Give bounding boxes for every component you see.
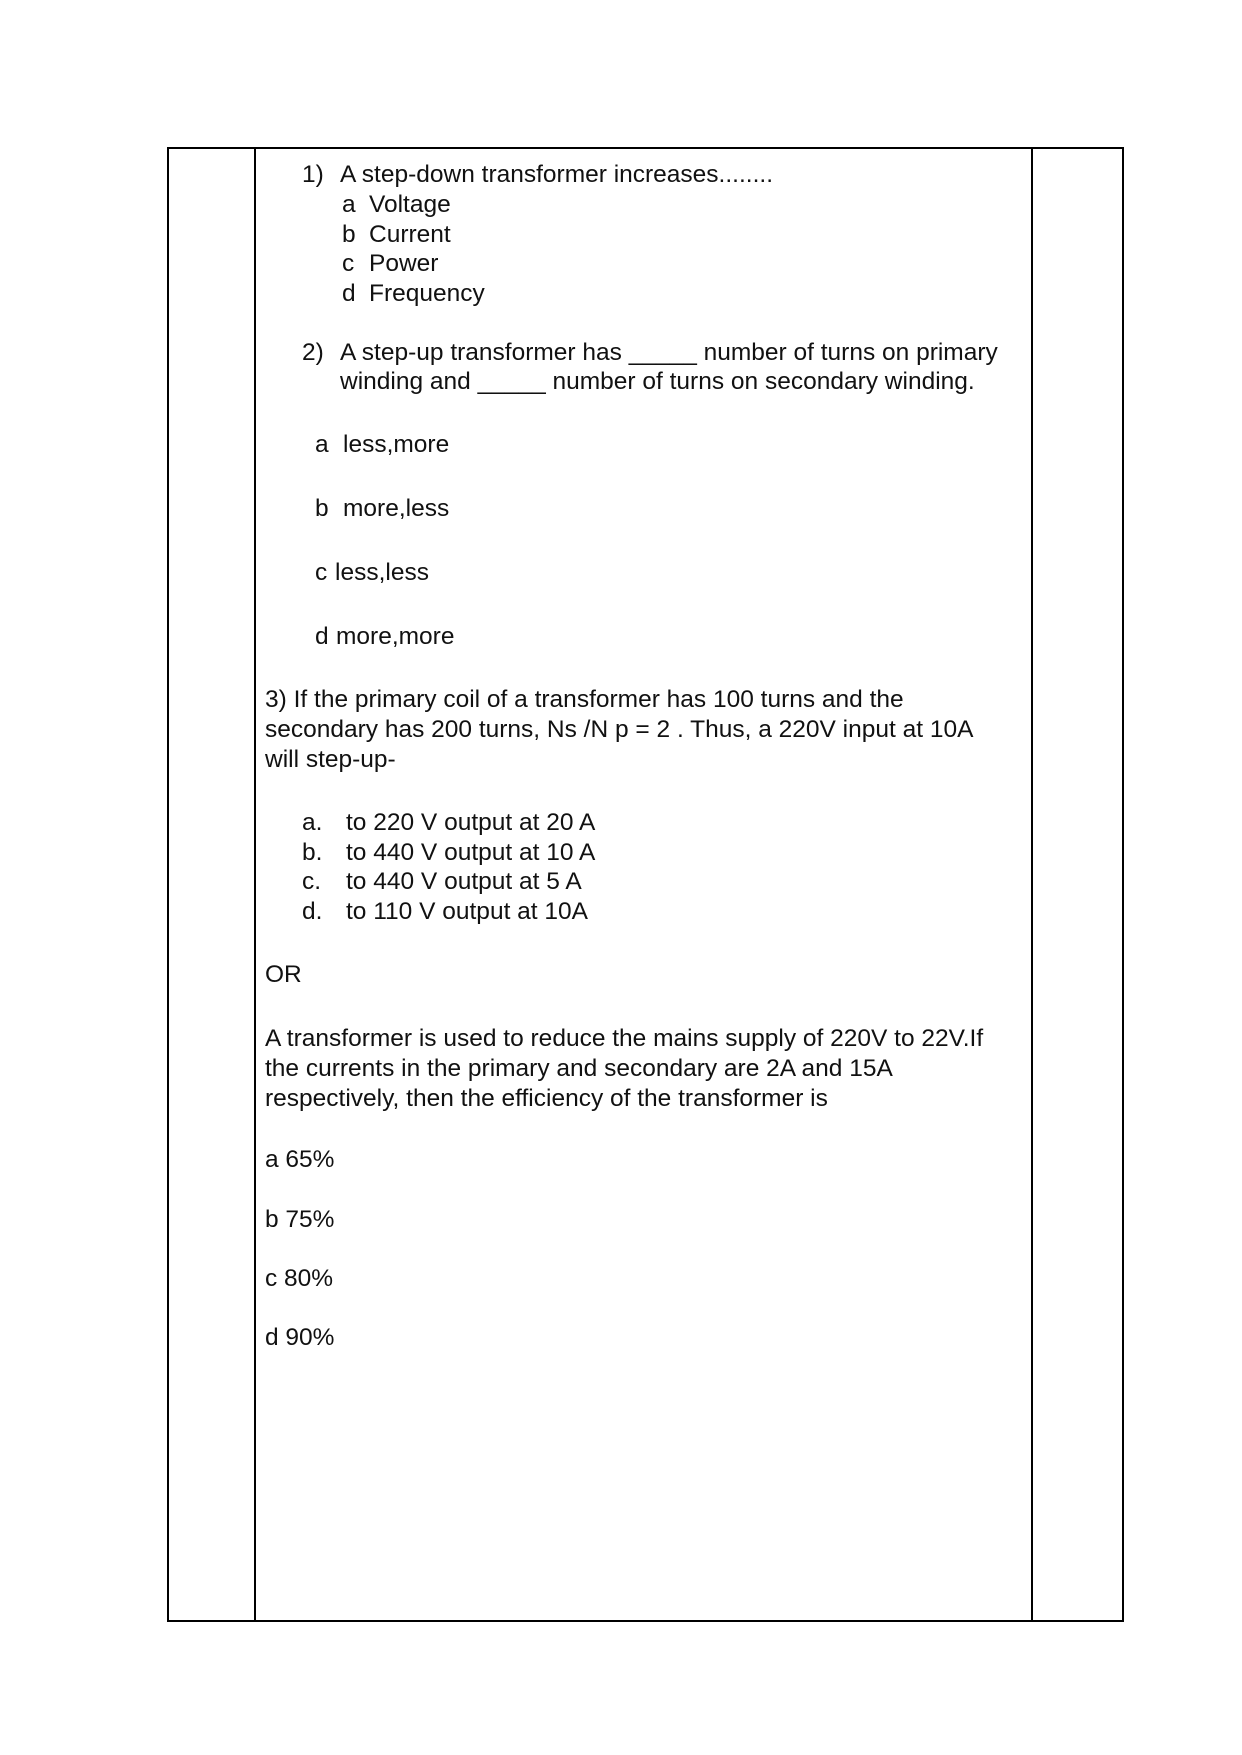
q2-option-d-letter: d: [315, 623, 329, 650]
q3-line1: 3) If the primary coil of a transformer has 100 turns and the: [265, 686, 904, 713]
q2-option-b: more,less: [343, 495, 450, 522]
q1-option-d: Frequency: [369, 280, 485, 307]
q1-option-a: Voltage: [369, 191, 451, 218]
q1-option-b-letter: b: [342, 221, 356, 248]
q3-alt-line3: respectively, then the efficiency of the transformer is: [265, 1085, 828, 1112]
q2-option-b-letter: b: [315, 495, 329, 522]
q1-option-d-letter: d: [342, 280, 356, 307]
q3-alt-line1: A transformer is used to reduce the mains supply of 220V to 22V.If: [265, 1025, 984, 1052]
q3-option-b-letter: b.: [302, 839, 323, 866]
q1-option-c-letter: c: [342, 250, 355, 277]
q3-line3: will step-up-: [265, 746, 396, 773]
q1-question: A step-down transformer increases........: [340, 161, 774, 188]
q3-option-d: to 110 V output at 10A: [346, 898, 589, 925]
q3-option-a: to 220 V output at 20 A: [346, 809, 596, 836]
table-divider-left: [254, 149, 256, 1620]
q2-question-line1: A step-up transformer has _____ number of turns on primary: [340, 339, 998, 366]
q2-option-c: less,less: [335, 559, 429, 586]
q3-alt-option-b: b 75%: [265, 1206, 335, 1233]
q2-question-line2: winding and _____ number of turns on secondary winding.: [340, 368, 975, 395]
q3-option-d-letter: d.: [302, 898, 323, 925]
q2-option-c-letter: c: [315, 559, 328, 586]
q3-alt-line2: the currents in the primary and secondary are 2A and 15A: [265, 1055, 893, 1082]
q3-option-b: to 440 V output at 10 A: [346, 839, 596, 866]
q3-option-c: to 440 V output at 5 A: [346, 868, 582, 895]
q3-alt-option-a: a 65%: [265, 1146, 335, 1173]
q1-option-b: Current: [369, 221, 451, 248]
q2-option-d: more,more: [336, 623, 455, 650]
q1-option-c: Power: [369, 250, 439, 277]
q1-number: 1): [302, 161, 324, 188]
q2-number: 2): [302, 339, 324, 366]
q2-option-a: less,more: [343, 431, 450, 458]
q1-option-a-letter: a: [342, 191, 356, 218]
table-divider-right: [1031, 149, 1033, 1620]
q3-line2: secondary has 200 turns, Ns /N p = 2 . Thus, a 220V input at 10A: [265, 716, 974, 743]
q3-alt-option-c: c 80%: [265, 1265, 334, 1292]
q2-option-a-letter: a: [315, 431, 329, 458]
q3-alt-option-d: d 90%: [265, 1324, 335, 1351]
q3-option-a-letter: a.: [302, 809, 323, 836]
q3-option-c-letter: c.: [302, 868, 322, 895]
or-label: OR: [265, 961, 302, 988]
